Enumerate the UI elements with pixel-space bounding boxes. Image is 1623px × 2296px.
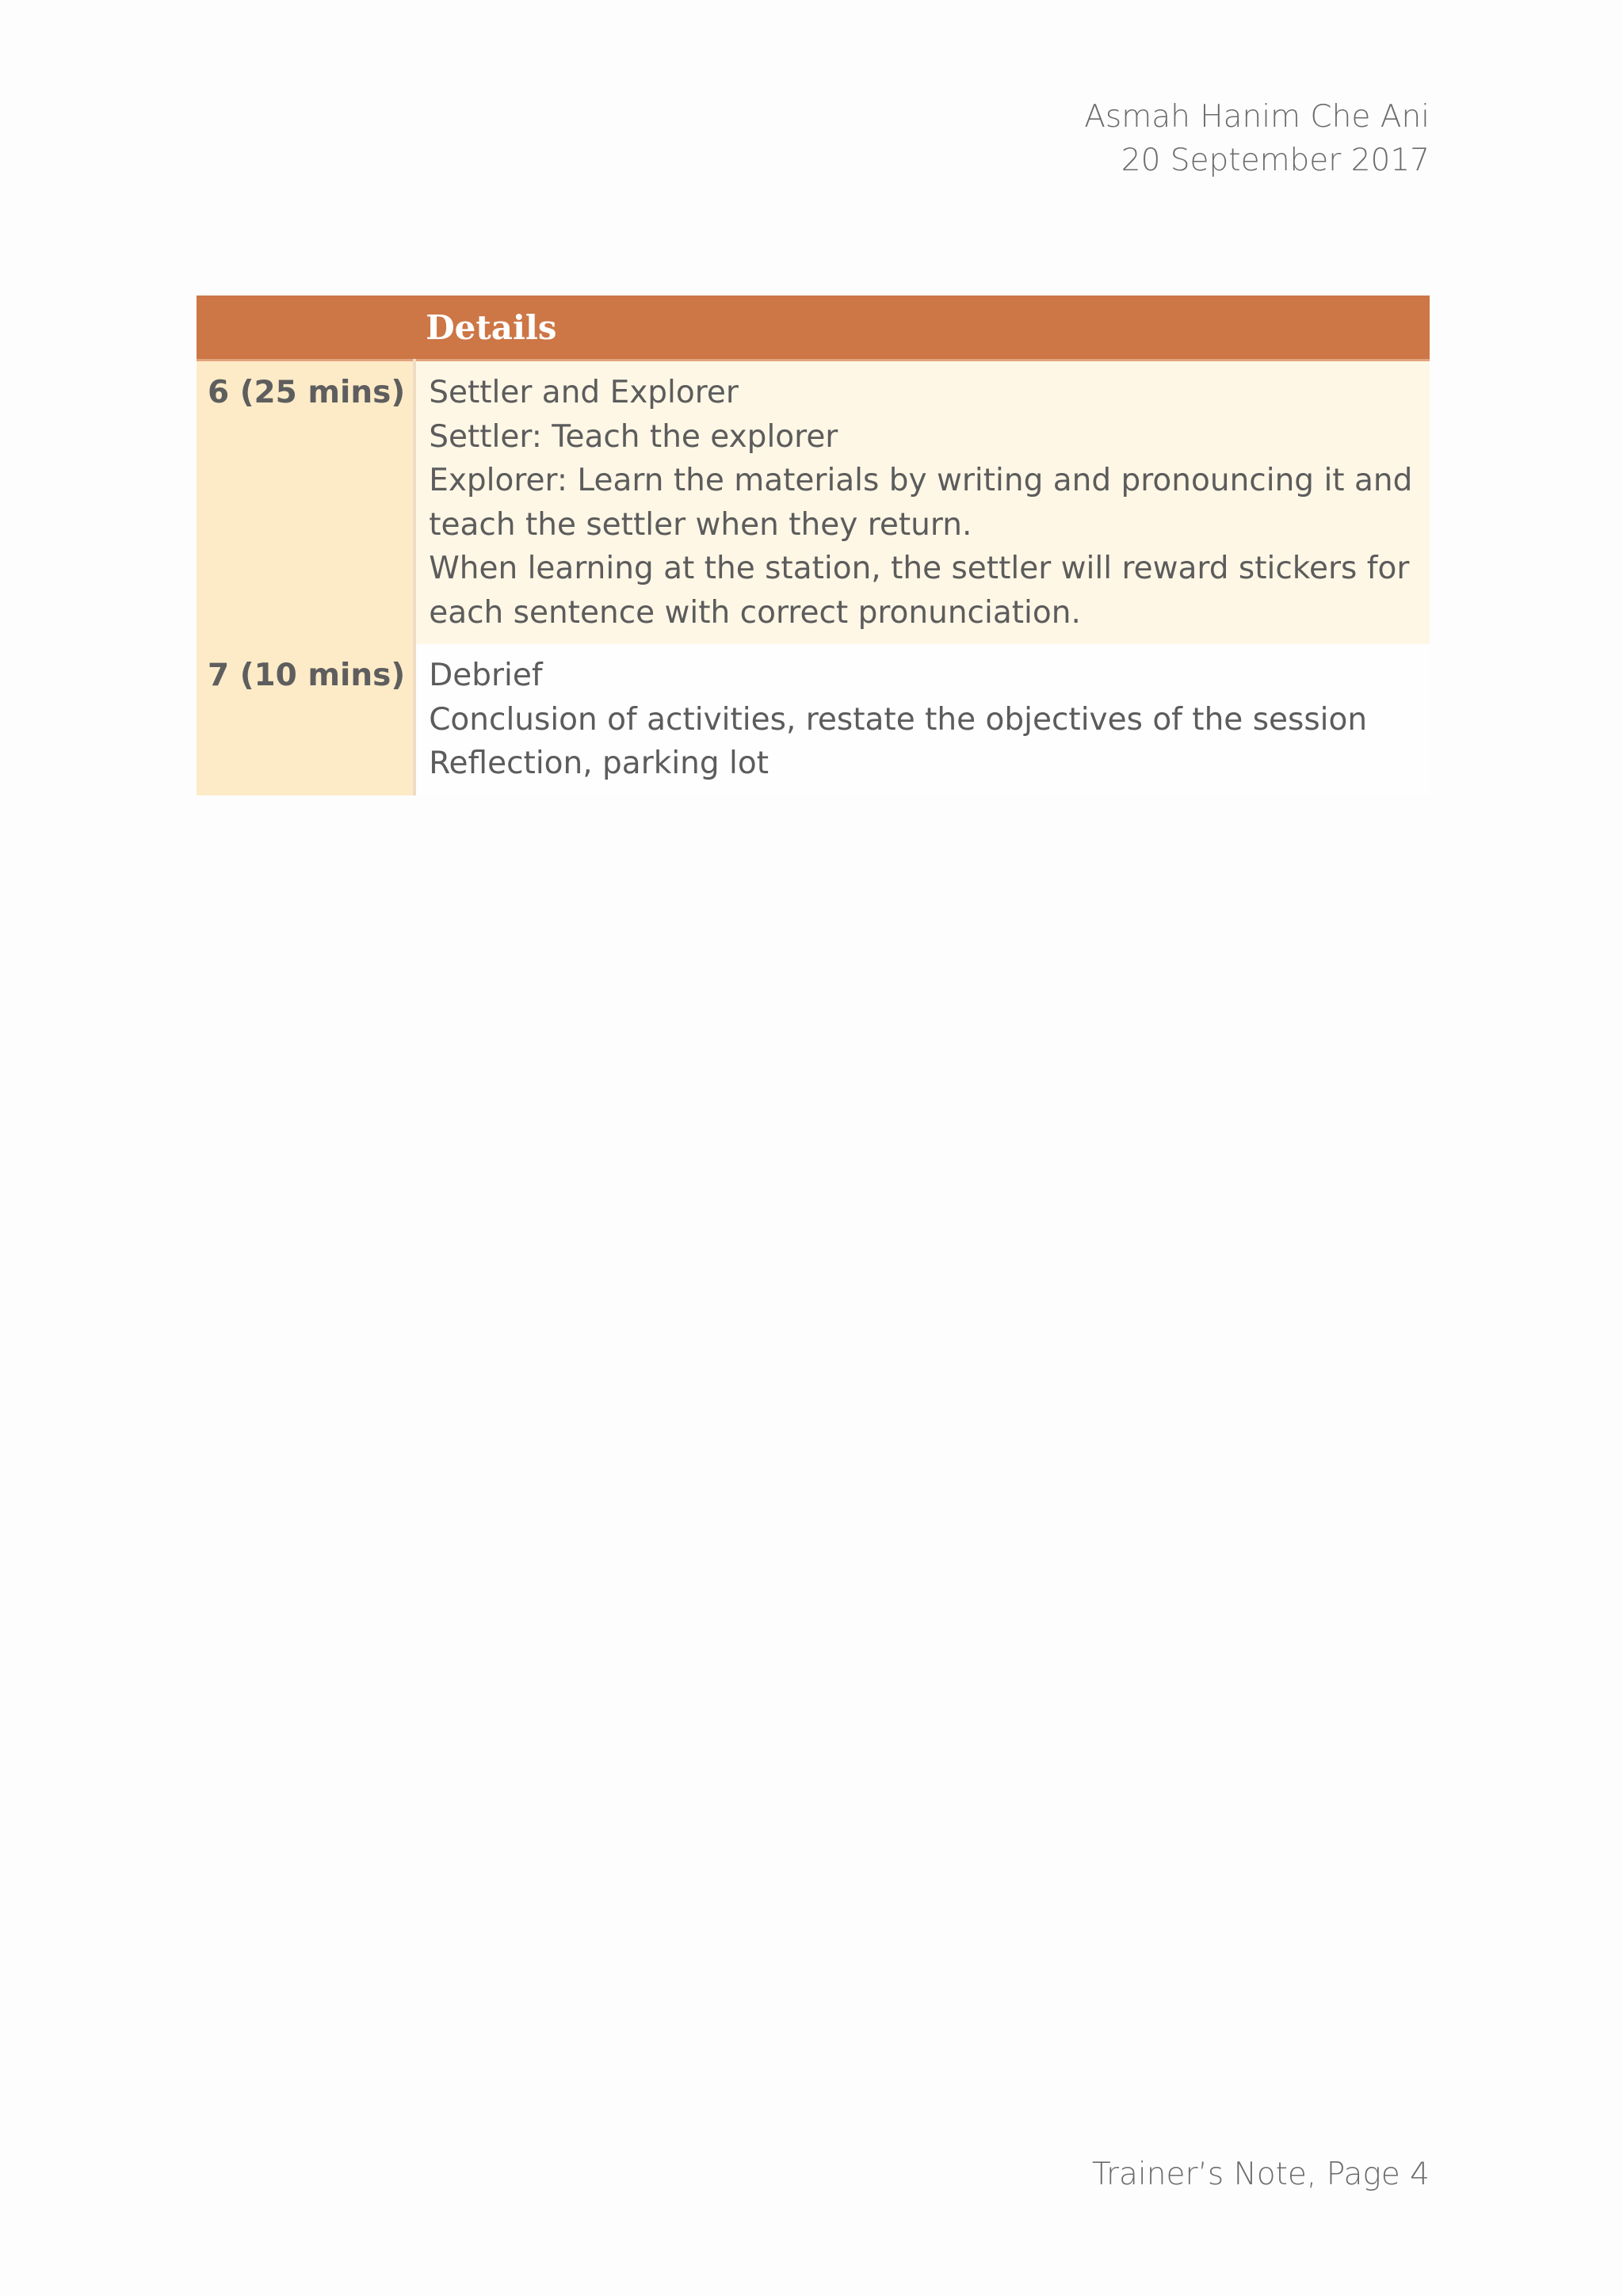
details-cell <box>414 644 1430 795</box>
document-header <box>1084 95 1430 182</box>
table-row <box>197 644 1430 795</box>
table-row <box>197 360 1430 645</box>
detail-line: Explorer: Learn the materials by writing and pronouncing it and teach the settler when they return. <box>429 463 1413 543</box>
schedule-table <box>197 296 1430 795</box>
page-footer: Trainer’s Note, Page 4 <box>1091 2157 1430 2192</box>
detail-line: Debrief <box>429 658 543 693</box>
detail-line: When learning at the station, the settler will reward stickers for each sentence with correct pronunciation. <box>429 551 1410 631</box>
detail-line: Conclusion of activities, restate the objectives of the session <box>429 701 1368 738</box>
detail-line: Settler and Explorer <box>429 375 739 410</box>
time-column-header <box>197 296 414 360</box>
table-header-row <box>197 296 1430 360</box>
time-cell: 7 (10 mins) <box>197 644 414 795</box>
document-date: 20 September 2017 <box>1121 143 1430 178</box>
author-name: Asmah Hanim Che Ani <box>1084 99 1430 135</box>
details-column-header: Details <box>414 296 1430 360</box>
detail-line: Settler: Teach the explorer <box>429 418 838 455</box>
details-cell <box>414 360 1430 645</box>
detail-line: Reflection, parking lot <box>429 746 769 781</box>
time-cell: 6 (25 mins) <box>197 360 414 645</box>
